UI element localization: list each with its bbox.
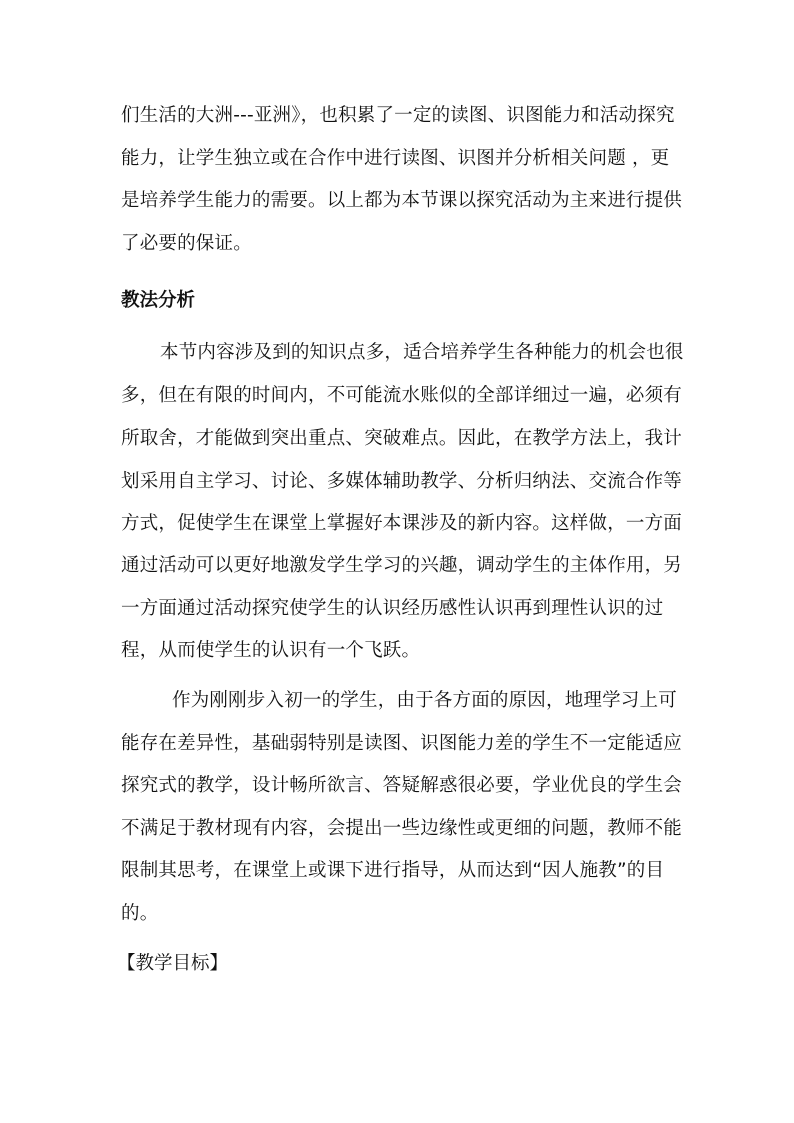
paragraph3-line-5: 限制其思考，在课堂上或课下进行指导，从而达到“因人施教”的目	[121, 860, 665, 881]
paragraph3-line-6: 的。	[121, 903, 159, 924]
paragraph3-line-3: 探究式的教学，设计畅所欲言、答疑解惑很必要，学业优良的学生会	[121, 775, 683, 796]
paragraph2-line-4: 划采用自主学习、讨论、多媒体辅助教学、分析归纳法、交流合作等	[121, 471, 683, 492]
paragraph2-line-5: 方式，促使学生在课堂上掌握好本课涉及的新内容。这样做，一方面	[121, 513, 683, 534]
paragraph1-line-1: 们生活的大洲---亚洲》，也积累了一定的读图、识图能力和活动探究	[121, 105, 675, 126]
paragraph3-line-1: 作为刚刚步入初一的学生，由于各方面的原因，地理学习上可	[172, 690, 677, 711]
paragraph3-line-2: 能存在差异性，基础弱特别是读图、识图能力差的学生不一定能适应	[121, 733, 683, 754]
paragraph2-line-7: 一方面通过活动探究使学生的认识经历感性认识再到理性认识的过	[121, 598, 664, 619]
section-heading-teaching-goals: 【教学目标】	[117, 953, 229, 974]
paragraph2-line-6: 通过活动可以更好地激发学生学习的兴趣，调动学生的主体作用，另	[121, 555, 683, 576]
paragraph2-line-2: 多，但在有限的时间内，不可能流水账似的全部详细过一遍，必须有	[121, 385, 683, 406]
section-heading-teaching-method: 教法分析	[121, 290, 196, 311]
paragraph2-line-3: 所取舍，才能做到突出重点、突破难点。因此，在教学方法上，我计	[121, 428, 683, 449]
paragraph1-line-2: 能力，让学生独立或在合作中进行读图、识图并分析相关问题 ，更	[121, 148, 670, 169]
paragraph1-line-4: 了必要的保证。	[121, 233, 252, 254]
paragraph2-line-1: 本节内容涉及到的知识点多，适合培养学生各种能力的机会也很	[160, 342, 684, 363]
paragraph1-line-3: 是培养学生能力的需要。以上都为本节课以探究活动为主来进行提供	[121, 190, 683, 211]
paragraph2-line-8: 程，从而使学生的认识有一个飞跃。	[121, 640, 421, 661]
paragraph3-line-4: 不满足于教材现有内容，会提出一些边缘性或更细的问题，教师不能	[121, 818, 683, 839]
